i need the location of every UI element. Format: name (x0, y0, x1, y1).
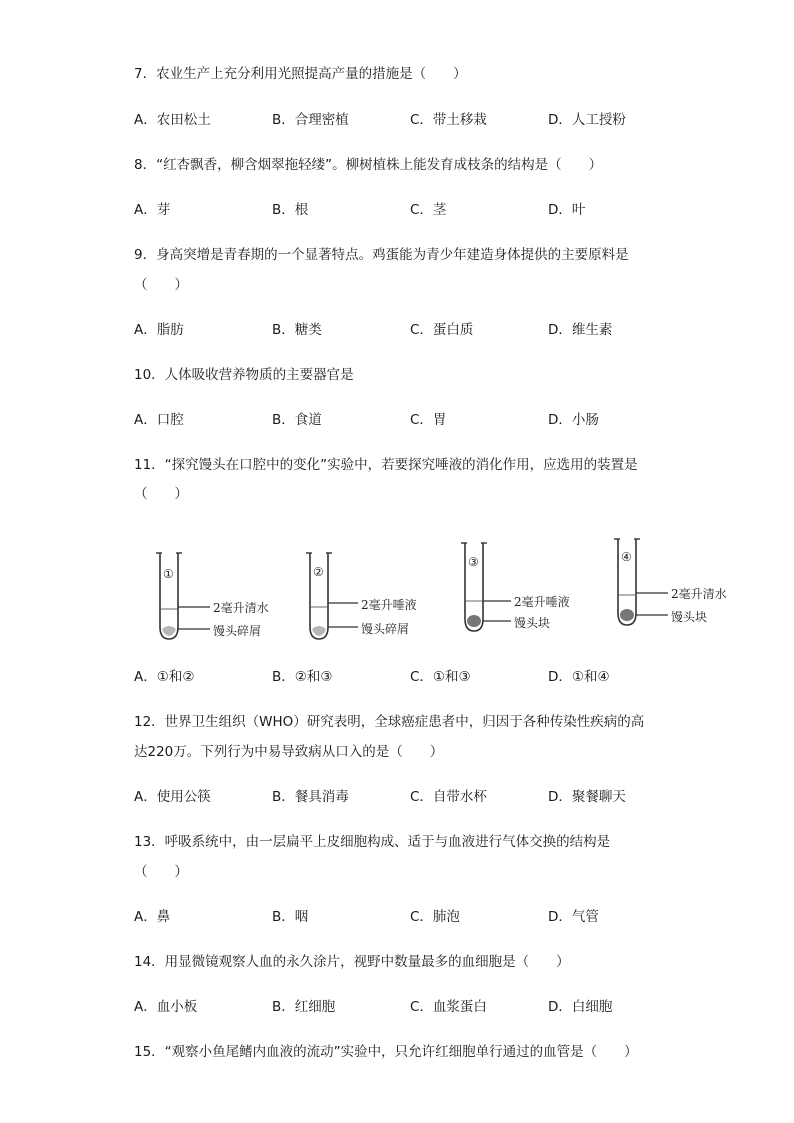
q12-option-a[interactable]: A．使用公筷 (134, 789, 211, 805)
q8-option-b[interactable]: B．根 (272, 202, 309, 218)
question-11-stem: 11．“探究馒头在口腔中的变化”实验中，若要探究唾液的消化作用，应选用的装置是 (134, 457, 638, 473)
q13-option-c[interactable]: C．肺泡 (410, 909, 460, 925)
tube-1-lower-label: 馒头碎屑 (213, 624, 262, 638)
question-11-stem-continued: （ ） (134, 486, 188, 502)
q14-option-c[interactable]: C．血浆蛋白 (410, 999, 487, 1015)
q12-option-d[interactable]: D．聚餐聊天 (548, 789, 626, 805)
q14-option-d[interactable]: D．白细胞 (548, 999, 613, 1015)
q14-option-b[interactable]: B．红细胞 (272, 999, 336, 1015)
question-8-stem: 8．“红杏飘香，柳含烟翠拖轻缕”。柳树植株上能发育成枝条的结构是（ ） (134, 157, 603, 173)
q7-option-c[interactable]: C．带土移栽 (410, 112, 487, 128)
q8-option-a[interactable]: A．芽 (134, 202, 171, 218)
q10-option-b[interactable]: B．食道 (272, 412, 322, 428)
tube-4-upper-label: 2毫升清水 (671, 587, 727, 601)
q11-option-d[interactable]: D．①和④ (548, 669, 610, 685)
tube-2-number: ② (313, 565, 324, 579)
test-tube-1 (150, 545, 290, 645)
q14-option-a[interactable]: A．血小板 (134, 999, 198, 1015)
tube-1-upper-label: 2毫升清水 (213, 601, 269, 615)
tube-3-number: ③ (468, 555, 479, 569)
q10-option-a[interactable]: A．口腔 (134, 412, 184, 428)
tube-3-lower-label: 馒头块 (514, 616, 551, 630)
question-12-stem-continued: 达220万。下列行为中易导致病从口入的是（ ） (134, 744, 444, 760)
test-tube-2 (300, 545, 440, 645)
question-15-stem: 15．“观察小鱼尾鳍内血液的流动”实验中，只允许红细胞单行通过的血管是（ ） (134, 1044, 638, 1060)
q10-option-c[interactable]: C．胃 (410, 412, 447, 428)
tube-2-lower-label: 馒头碎屑 (361, 622, 410, 636)
q13-option-b[interactable]: B．咽 (272, 909, 309, 925)
q11-option-b[interactable]: B．②和③ (272, 669, 333, 685)
q9-option-c[interactable]: C．蛋白质 (410, 322, 474, 338)
q7-option-a[interactable]: A．农田松土 (134, 112, 211, 128)
question-13-stem: 13．呼吸系统中，由一层扁平上皮细胞构成、适于与血液进行气体交换的结构是 (134, 834, 611, 850)
question-12-stem: 12．世界卫生组织（WHO）研究表明，全球癌症患者中，归因于各种传染性疾病的高 (134, 714, 645, 730)
question-10-stem: 10．人体吸收营养物质的主要器官是 (134, 367, 354, 383)
tube-2-upper-label: 2毫升唾液 (361, 598, 417, 612)
test-tube-3 (455, 537, 595, 637)
test-tube-4 (610, 533, 770, 633)
q7-option-d[interactable]: D．人工授粉 (548, 112, 626, 128)
q8-option-d[interactable]: D．叶 (548, 202, 586, 218)
tube-4-lower-label: 馒头块 (671, 610, 708, 624)
q12-option-b[interactable]: B．餐具消毒 (272, 789, 349, 805)
question-7-stem: 7．农业生产上充分利用光照提高产量的措施是（ ） (134, 66, 467, 82)
q13-option-a[interactable]: A．鼻 (134, 909, 171, 925)
question-9-stem-continued: （ ） (134, 277, 188, 293)
q13-option-d[interactable]: D．气管 (548, 909, 599, 925)
tube-3-upper-label: 2毫升唾液 (514, 595, 570, 609)
q10-option-d[interactable]: D．小肠 (548, 412, 599, 428)
question-9-stem: 9．身高突增是青春期的一个显著特点。鸡蛋能为青少年建造身体提供的主要原料是 (134, 247, 629, 263)
q12-option-c[interactable]: C．自带水杯 (410, 789, 487, 805)
q11-option-c[interactable]: C．①和③ (410, 669, 471, 685)
q9-option-b[interactable]: B．糖类 (272, 322, 322, 338)
question-14-stem: 14．用显微镜观察人血的永久涂片，视野中数量最多的血细胞是（ ） (134, 954, 570, 970)
tube-1-number: ① (163, 567, 174, 581)
q9-option-d[interactable]: D．维生素 (548, 322, 613, 338)
question-13-stem-continued: （ ） (134, 864, 188, 880)
q11-option-a[interactable]: A．①和② (134, 669, 195, 685)
q7-option-b[interactable]: B．合理密植 (272, 112, 349, 128)
tube-4-number: ④ (621, 550, 632, 564)
q9-option-a[interactable]: A．脂肪 (134, 322, 184, 338)
q8-option-c[interactable]: C．茎 (410, 202, 447, 218)
